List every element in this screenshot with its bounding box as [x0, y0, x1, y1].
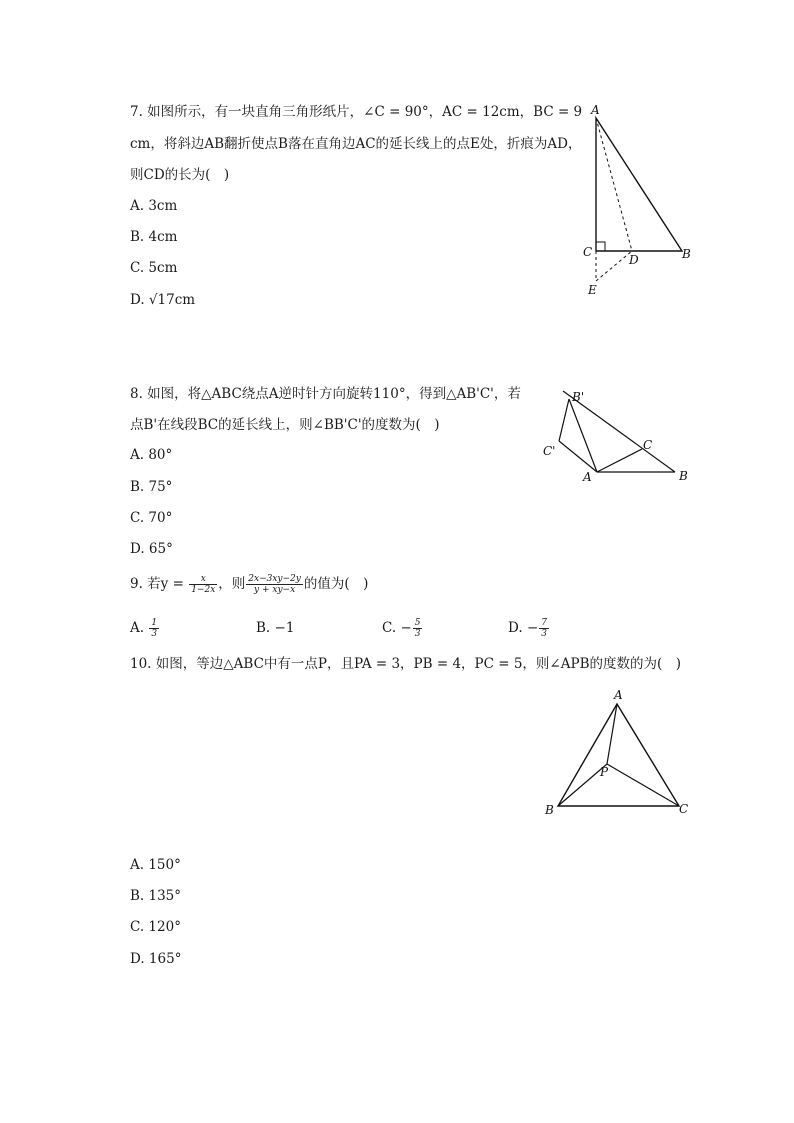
q7-fold-line-ad: [596, 118, 632, 251]
q7-segment-ed: [596, 251, 632, 281]
q10-figure: [540, 686, 700, 821]
q8-option-c[interactable]: C. 70°: [130, 510, 173, 526]
q8-stem-line2: 点B'在线段BC的延长线上，则∠BB'C'的度数为( ): [130, 417, 440, 433]
q9-option-c[interactable]: C. − $\frac{5}{3}$: [382, 618, 421, 639]
q7-stem-line3: 则CD的长为( ): [130, 167, 230, 183]
q9-option-d[interactable]: D. − $\frac{7}{3}$: [508, 618, 547, 639]
q8-label-c: C: [643, 438, 653, 452]
q7-stem-line1: 7. 如图所示，有一块直角三角形纸片，∠C = 90°，AC = 12cm，BC = 9: [130, 104, 583, 120]
q8-stem-line1: 8. 如图，将△ABC绕点A逆时针方向旋转110°，得到△AB'C'，若: [130, 386, 521, 402]
q8-label-b: B: [679, 469, 688, 483]
q10-option-b[interactable]: B. 135°: [130, 888, 182, 904]
q8-option-b[interactable]: B. 75°: [130, 479, 173, 495]
q10-option-a[interactable]: A. 150°: [130, 857, 181, 873]
q10-stem: 10. 如图，等边△ABC中有一点P，且PA = 3，PB = 4，PC = 5，则∠APB的度数的为( ): [130, 656, 682, 672]
q8-label-b-prime: B': [572, 390, 585, 404]
q7-figure: [575, 98, 705, 303]
q10-segment-pc: [607, 764, 679, 806]
q10-label-p: P: [600, 765, 609, 779]
q8-segment-ac: [597, 449, 642, 472]
q7-right-angle-mark: [596, 242, 605, 251]
q9-stem-suffix: 的值为( ): [303, 576, 369, 592]
q10-option-d[interactable]: D. 165°: [130, 951, 182, 967]
q10-label-b: B: [545, 803, 554, 817]
q7-label-e: E: [588, 283, 597, 297]
q8-label-c-prime: C': [543, 444, 556, 458]
q8-label-a: A: [583, 470, 592, 484]
q7-option-b[interactable]: B. 4cm: [130, 229, 178, 245]
q7-stem-line2: cm，将斜边AB翻折使点B落在直角边AC的延长线上的点E处，折痕为AD，: [130, 136, 582, 152]
q8-option-d[interactable]: D. 65°: [130, 541, 173, 557]
q10-option-c[interactable]: C. 120°: [130, 919, 181, 935]
q10-label-c: C: [679, 802, 689, 816]
q9-stem-prefix: 9. 若y =: [130, 576, 184, 592]
q9-stem: [130, 570, 368, 598]
q9-fraction-1: $\frac{x}{1-2x}$: [191, 574, 216, 595]
q7-label-c: C: [583, 245, 593, 259]
q7-label-b: B: [682, 247, 691, 261]
q9-fraction-2: $\frac{2x-3xy-2y}{y + xy-x}$: [248, 574, 301, 595]
q8-option-a[interactable]: A. 80°: [130, 447, 173, 463]
q8-segment-bc-prime: [559, 399, 569, 441]
q7-label-d: D: [629, 253, 639, 267]
q9-stem-middle: ，则: [218, 576, 246, 592]
q7-triangle: [596, 118, 682, 251]
q7-option-c[interactable]: C. 5cm: [130, 260, 178, 276]
q7-label-a: A: [591, 103, 600, 117]
q9-option-b[interactable]: B. −1: [256, 620, 295, 636]
q8-figure: [535, 383, 695, 488]
q7-option-d[interactable]: D. √17cm: [130, 292, 196, 308]
q9-option-a[interactable]: A. $\frac{1}{3}$: [130, 618, 158, 639]
q7-option-a[interactable]: A. 3cm: [130, 198, 178, 214]
q10-label-a: A: [614, 688, 623, 702]
